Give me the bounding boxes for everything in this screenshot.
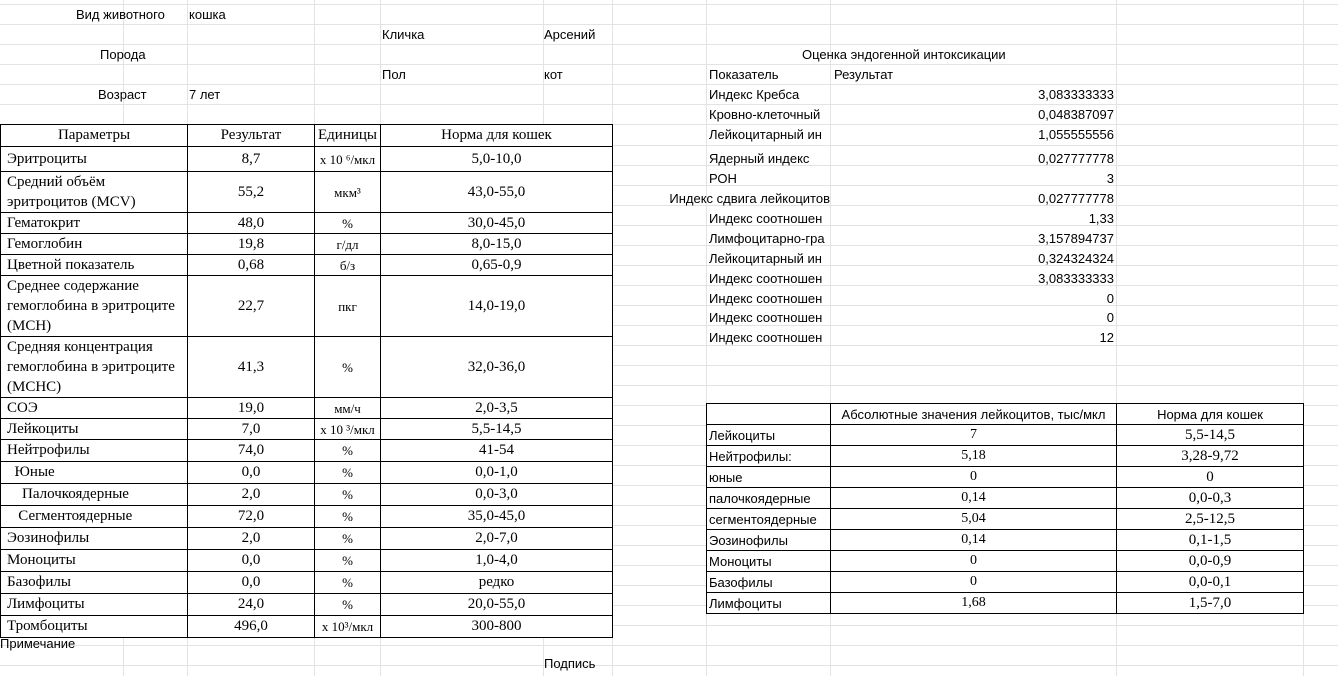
intoxication-row <box>706 87 1116 103</box>
row-norm: 32,0-36,0 <box>381 337 613 398</box>
leukocyte-table-row <box>707 425 1304 446</box>
blood-table-row <box>1 398 613 419</box>
row-result-value: 22,7 <box>188 276 315 337</box>
blood-table-row <box>1 255 613 276</box>
gridline-h <box>0 645 1338 646</box>
blood-table-row <box>1 419 613 440</box>
row-units: % <box>315 594 381 616</box>
row-parameter-name: Базофилы <box>1 572 188 594</box>
intoxication-indicator-name: Лимфоцитарно-гра <box>709 231 825 246</box>
leukocyte-norm: 1,5-7,0 <box>1117 593 1304 614</box>
leukocyte-name: юные <box>707 467 831 488</box>
row-parameter-name: Эозинофилы <box>1 528 188 550</box>
sex-value: кот <box>544 67 563 82</box>
row-norm: 300-800 <box>381 616 613 638</box>
row-norm: 0,0-1,0 <box>381 462 613 484</box>
row-norm: 5,0-10,0 <box>381 147 613 172</box>
row-norm: 1,0-4,0 <box>381 550 613 572</box>
breed-label: Порода <box>100 47 146 62</box>
header-result: Результат <box>188 125 315 147</box>
intoxication-indicator-name: Индекс сдвига лейкоцитов <box>669 191 830 206</box>
row-norm: 0,65-0,9 <box>381 255 613 276</box>
leukocyte-table-row <box>707 572 1304 593</box>
intoxication-indicator-name: Индекс соотношен <box>709 211 823 226</box>
row-units: мкм³ <box>315 172 381 213</box>
leukocyte-norm: 0,0-0,9 <box>1117 551 1304 572</box>
intoxication-indicator-value: 3,083333333 <box>1038 87 1114 102</box>
blood-table-row <box>1 572 613 594</box>
leukocyte-table-row <box>707 551 1304 572</box>
row-units: % <box>315 440 381 462</box>
blood-table-row <box>1 506 613 528</box>
blood-parameters-table <box>0 124 613 638</box>
leukocyte-name: Эозинофилы <box>707 530 831 551</box>
intoxication-row <box>706 127 1116 143</box>
row-result-value: 24,0 <box>188 594 315 616</box>
intoxication-row <box>706 151 1116 167</box>
row-parameter-name: Палочкоядерные <box>1 484 188 506</box>
blood-table-row <box>1 337 613 398</box>
intoxication-indicator-name: Кровно-клеточный <box>709 107 821 122</box>
row-units: % <box>315 337 381 398</box>
intoxication-row <box>706 211 1116 227</box>
row-units: % <box>315 572 381 594</box>
pet-name-label: Кличка <box>382 27 425 42</box>
row-units: х 10 ⁶/мкл <box>315 147 381 172</box>
gridline-h <box>0 84 1338 85</box>
row-norm: 41-54 <box>381 440 613 462</box>
row-result-value: 0,0 <box>188 550 315 572</box>
gridline-h <box>0 4 1338 5</box>
row-units: б/з <box>315 255 381 276</box>
blood-table-row <box>1 462 613 484</box>
intoxication-indicator-value: 3,083333333 <box>1038 271 1114 286</box>
intoxication-indicator-name: Ядерный индекс <box>709 151 810 166</box>
blood-table-row <box>1 550 613 572</box>
row-units: % <box>315 462 381 484</box>
blood-table-row <box>1 234 613 255</box>
intoxication-indicator-value: 12 <box>1099 330 1114 345</box>
animal-type-label: Вид животного <box>76 7 165 22</box>
blood-table-row <box>1 213 613 234</box>
animal-type-value: кошка <box>189 7 226 22</box>
blood-table-row <box>1 528 613 550</box>
intoxication-row <box>706 291 1116 307</box>
leukocyte-norm: 0,1-1,5 <box>1117 530 1304 551</box>
row-norm: 0,0-3,0 <box>381 484 613 506</box>
leukocyte-absolute-value: 5,18 <box>831 446 1117 467</box>
row-parameter-name: Средний объём эритроцитов (MCV) <box>1 172 188 213</box>
row-result-value: 55,2 <box>188 172 315 213</box>
blood-table-row <box>1 276 613 337</box>
blood-table-row <box>1 147 613 172</box>
intoxication-row <box>706 310 1116 326</box>
row-norm: 2,0-7,0 <box>381 528 613 550</box>
leukocyte-name: Лейкоциты <box>707 425 831 446</box>
intoxication-indicator-value: 0,027777778 <box>1038 151 1114 166</box>
intoxication-row <box>706 107 1116 123</box>
intoxication-row <box>706 231 1116 247</box>
row-norm: 8,0-15,0 <box>381 234 613 255</box>
row-result-value: 0,0 <box>188 462 315 484</box>
row-units: % <box>315 528 381 550</box>
intoxication-indicator-name: РОН <box>709 171 737 186</box>
header-norm-cats: Норма для кошек <box>1117 404 1304 425</box>
row-result-value: 0,0 <box>188 572 315 594</box>
gridline-h <box>0 104 1338 105</box>
leukocyte-absolute-value: 7 <box>831 425 1117 446</box>
intoxication-indicator-name: Индекс соотношен <box>709 271 823 286</box>
row-units: % <box>315 484 381 506</box>
row-result-value: 19,0 <box>188 398 315 419</box>
row-result-value: 72,0 <box>188 506 315 528</box>
intoxication-indicator-value: 0,324324324 <box>1038 251 1114 266</box>
leukocyte-absolute-value: 1,68 <box>831 593 1117 614</box>
leukocyte-name: палочкоядерные <box>707 488 831 509</box>
row-norm: 2,0-3,5 <box>381 398 613 419</box>
gridline-h <box>0 44 1338 45</box>
intoxication-indicator-value: 1,055555556 <box>1038 127 1114 142</box>
row-result-value: 41,3 <box>188 337 315 398</box>
intoxication-indicator-name: Индекс соотношен <box>709 291 823 306</box>
row-result-value: 48,0 <box>188 213 315 234</box>
intoxication-row <box>706 330 1116 346</box>
intoxication-col-indicator: Показатель <box>709 67 779 82</box>
leukocyte-name: Лимфоциты <box>707 593 831 614</box>
header-units: Единицы <box>315 125 381 147</box>
intoxication-indicator-value: 3 <box>1106 171 1114 186</box>
blood-table-row <box>1 594 613 616</box>
row-parameter-name: Гематокрит <box>1 213 188 234</box>
leukocyte-absolute-value: 0 <box>831 467 1117 488</box>
leukocyte-absolute-value: 5,04 <box>831 509 1117 530</box>
leukocyte-norm: 2,5-12,5 <box>1117 509 1304 530</box>
leukocyte-table-row <box>707 488 1304 509</box>
intoxication-indicator-value: 3,157894737 <box>1038 231 1114 246</box>
age-value: 7 лет <box>189 87 221 102</box>
intoxication-col-result: Результат <box>834 67 894 82</box>
leukocyte-table-header <box>707 404 1304 425</box>
intoxication-indicator-name: Индекс соотношен <box>709 330 823 345</box>
row-parameter-name: Цветной показатель <box>1 255 188 276</box>
age-label: Возраст <box>98 87 147 102</box>
intoxication-indicator-value: 1,33 <box>1088 211 1114 226</box>
row-parameter-name: Среднее содержание гемоглобина в эритроците (MCH) <box>1 276 188 337</box>
row-result-value: 7,0 <box>188 419 315 440</box>
row-parameter-name: Юные <box>1 462 188 484</box>
gridline-h <box>0 24 1338 25</box>
leukocyte-table-row <box>707 467 1304 488</box>
row-units: % <box>315 506 381 528</box>
intoxication-indicator-value: 0 <box>1106 310 1114 325</box>
row-norm: 30,0-45,0 <box>381 213 613 234</box>
blood-table-row <box>1 440 613 462</box>
row-norm: редко <box>381 572 613 594</box>
row-parameter-name: Лейкоциты <box>1 419 188 440</box>
row-result-value: 8,7 <box>188 147 315 172</box>
leukocyte-table-row <box>707 446 1304 467</box>
pet-name-value: Арсений <box>544 27 596 42</box>
row-units: г/дл <box>315 234 381 255</box>
leukocyte-absolute-value: 0,14 <box>831 488 1117 509</box>
row-units: % <box>315 550 381 572</box>
leukocyte-table-row <box>707 509 1304 530</box>
leukocyte-name: Базофилы <box>707 572 831 593</box>
leukocyte-norm: 5,5-14,5 <box>1117 425 1304 446</box>
row-parameter-name: Тромбоциты <box>1 616 188 638</box>
sex-label: Пол <box>382 67 406 82</box>
row-result-value: 74,0 <box>188 440 315 462</box>
leukocyte-absolute-value: 0 <box>831 572 1117 593</box>
intoxication-indicator-name: Индекс соотношен <box>709 310 823 325</box>
leukocyte-absolute-value: 0,14 <box>831 530 1117 551</box>
intoxication-indicator-name: Лейкоцитарный ин <box>709 251 822 266</box>
header-absolute-values: Абсолютные значения лейкоцитов, тыс/мкл <box>831 404 1117 425</box>
blood-table-row <box>1 616 613 638</box>
leukocyte-table-row <box>707 593 1304 614</box>
row-result-value: 19,8 <box>188 234 315 255</box>
row-norm: 5,5-14,5 <box>381 419 613 440</box>
intoxication-indicator-value: 0,027777778 <box>1038 191 1114 206</box>
intoxication-indicator-name: Лейкоцитарный ин <box>709 127 822 142</box>
row-result-value: 2,0 <box>188 528 315 550</box>
row-units: пкг <box>315 276 381 337</box>
blood-table-header <box>1 125 613 147</box>
intoxication-indicator-value: 0 <box>1106 291 1114 306</box>
intoxication-indicator-name: Индекс Кребса <box>709 87 800 102</box>
row-parameter-name: Нейтрофилы <box>1 440 188 462</box>
row-parameter-name: Эритроциты <box>1 147 188 172</box>
signature-label: Подпись <box>544 656 596 671</box>
leukocyte-absolute-value: 0 <box>831 551 1117 572</box>
leukocyte-norm: 0,0-0,3 <box>1117 488 1304 509</box>
note-label: Примечание <box>0 636 76 651</box>
row-parameter-name: Средняя концентрация гемоглобина в эритроците (MCHC) <box>1 337 188 398</box>
leukocyte-name: сегментоядерные <box>707 509 831 530</box>
row-norm: 43,0-55,0 <box>381 172 613 213</box>
row-result-value: 0,68 <box>188 255 315 276</box>
leukocyte-table-row <box>707 530 1304 551</box>
row-parameter-name: Сегментоядерные <box>1 506 188 528</box>
row-parameter-name: Гемоглобин <box>1 234 188 255</box>
blood-table-row <box>1 172 613 213</box>
intoxication-row <box>706 171 1116 187</box>
blood-table-row <box>1 484 613 506</box>
row-parameter-name: Моноциты <box>1 550 188 572</box>
gridline-h <box>0 665 1338 666</box>
leukocyte-norm: 3,28-9,72 <box>1117 446 1304 467</box>
row-norm: 35,0-45,0 <box>381 506 613 528</box>
row-norm: 20,0-55,0 <box>381 594 613 616</box>
leukocyte-name: Нейтрофилы: <box>707 446 831 467</box>
leukocyte-norm: 0,0-0,1 <box>1117 572 1304 593</box>
leukocyte-absolute-table <box>706 403 1304 614</box>
row-norm: 14,0-19,0 <box>381 276 613 337</box>
gridline-h <box>0 64 1338 65</box>
leukocyte-name: Моноциты <box>707 551 831 572</box>
row-units: х 10 ³/мкл <box>315 419 381 440</box>
row-parameter-name: СОЭ <box>1 398 188 419</box>
header-parameters: Параметры <box>1 125 188 147</box>
leukocyte-norm: 0 <box>1117 467 1304 488</box>
intoxication-row <box>706 251 1116 267</box>
header-empty <box>707 404 831 425</box>
row-units: х 10³/мкл <box>315 616 381 638</box>
row-result-value: 2,0 <box>188 484 315 506</box>
row-units: % <box>315 213 381 234</box>
intoxication-title: Оценка эндогенной интоксикации <box>802 47 1006 62</box>
row-parameter-name: Лимфоциты <box>1 594 188 616</box>
header-norm: Норма для кошек <box>381 125 613 147</box>
row-units: мм/ч <box>315 398 381 419</box>
intoxication-row <box>706 271 1116 287</box>
intoxication-row <box>669 191 1116 207</box>
row-result-value: 496,0 <box>188 616 315 638</box>
intoxication-indicator-value: 0,048387097 <box>1038 107 1114 122</box>
